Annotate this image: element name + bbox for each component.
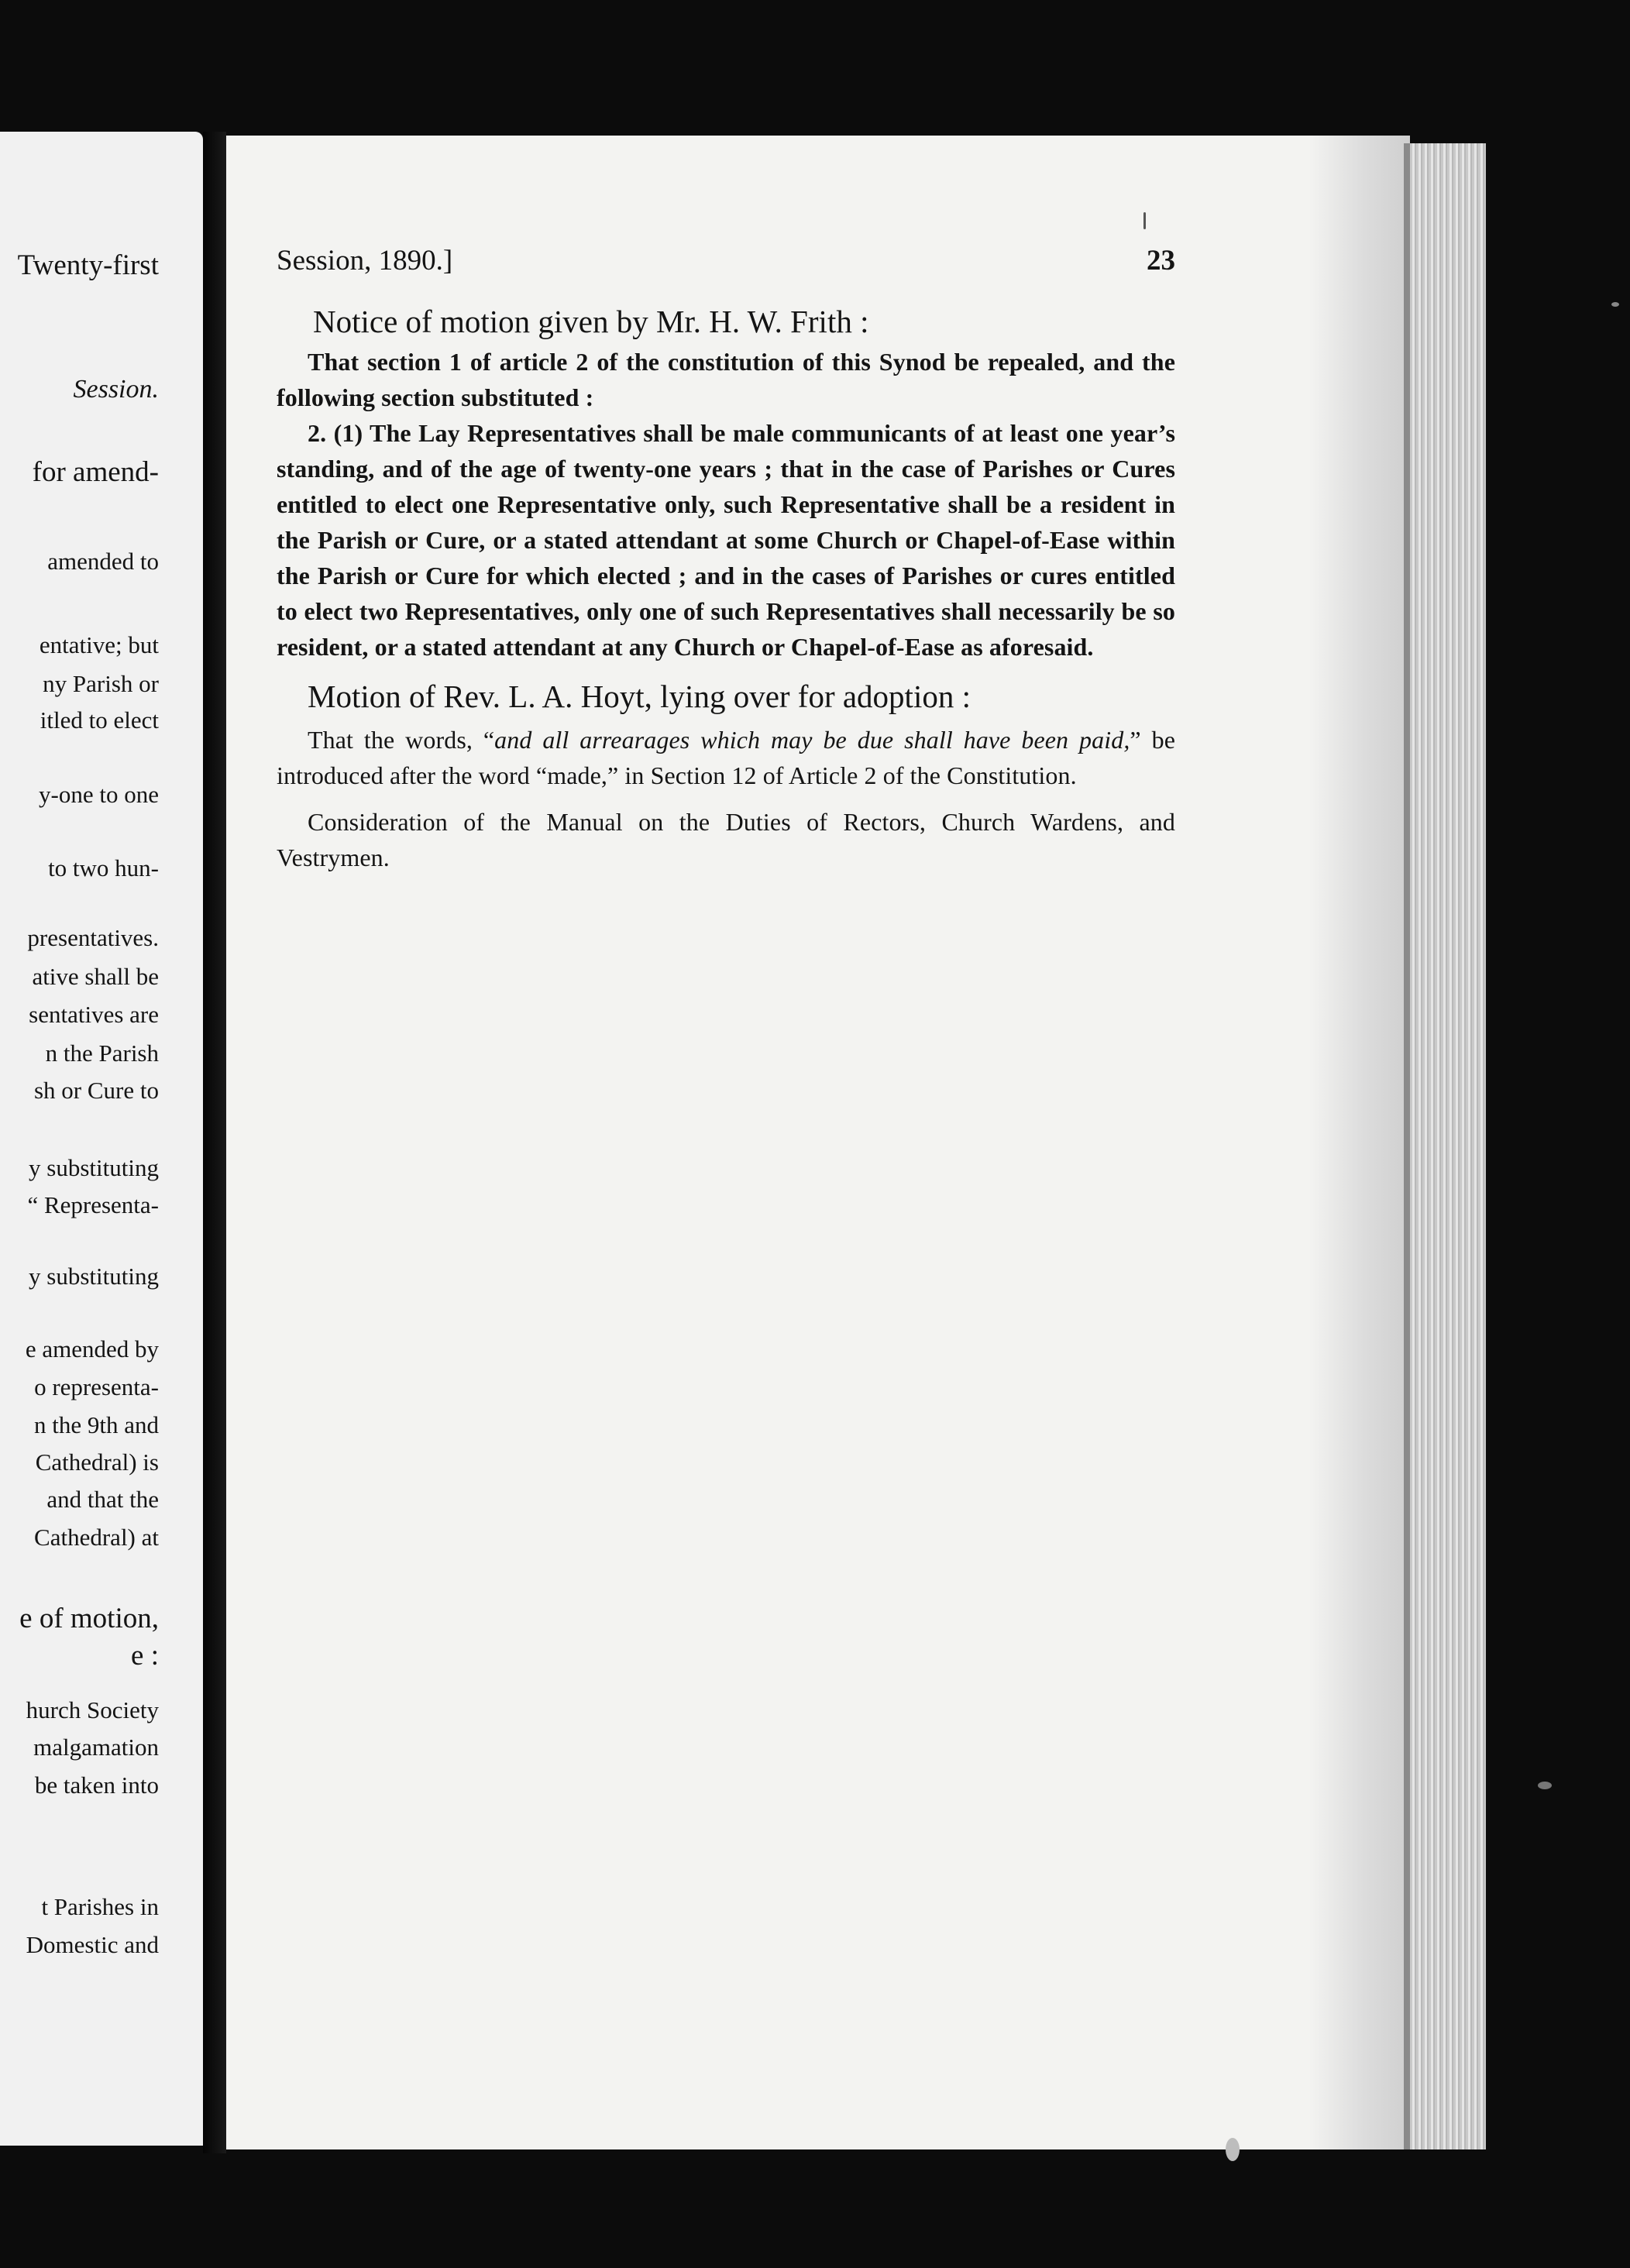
facing-page-line: o representa- xyxy=(34,1373,159,1400)
facing-page-line: n the Parish xyxy=(45,1040,159,1067)
facing-page-line: sh or Cure to xyxy=(33,1077,159,1104)
facing-page-line: hurch Society xyxy=(26,1696,159,1723)
facing-page-line: y substituting xyxy=(29,1263,159,1290)
paragraph-section-repeal: That section 1 of article 2 of the constitution of this Synod be repealed, and the following section substituted : xyxy=(277,348,1175,411)
facing-page-line: and that the xyxy=(46,1486,159,1513)
facing-page-line: entative; but xyxy=(39,631,159,658)
facing-page-line: Session. xyxy=(73,375,159,404)
facing-page-line: presentatives. xyxy=(27,924,159,951)
arrearages-text-start: That the words, “ xyxy=(308,726,495,754)
facing-page-line: ative shall be xyxy=(32,963,159,990)
paragraph-manual-consideration: Consideration of the Manual on the Duties of Rectors, Church Wardens, and Vestrymen. xyxy=(277,808,1175,871)
facing-page-line: e amended by xyxy=(25,1335,159,1363)
facing-page-line: amended to xyxy=(47,548,159,575)
running-head: Session, 1890.] xyxy=(277,245,453,277)
facing-page-line: to two hun- xyxy=(48,854,159,881)
facing-page-line: Twenty-first xyxy=(17,249,159,281)
heading-notice-of-motion: Notice of motion given by Mr. H. W. Frith : xyxy=(313,304,869,339)
facing-page-line: y substituting xyxy=(29,1154,159,1181)
facing-page xyxy=(0,132,203,2146)
facing-page-line: e : xyxy=(131,1640,159,1672)
facing-page-line: t Parishes in xyxy=(41,1893,159,1920)
facing-page-line: itled to elect xyxy=(40,706,159,734)
facing-page-line: Cathedral) at xyxy=(34,1524,159,1551)
facing-page-line: n the 9th and xyxy=(34,1411,159,1438)
page-number: 23 xyxy=(1147,245,1175,277)
book-page-edges xyxy=(1410,143,1486,2149)
facing-page-line: Domestic and xyxy=(26,1931,159,1958)
facing-page-line: Cathedral) is xyxy=(35,1448,159,1476)
facing-page-line: ny Parish or xyxy=(43,670,159,697)
facing-page-line: be taken into xyxy=(34,1771,159,1799)
page-header xyxy=(277,244,1175,277)
book-gutter xyxy=(203,132,226,2153)
page-edge-line xyxy=(1404,143,1410,2149)
facing-page-line: malgamation xyxy=(33,1734,159,1761)
facing-page-line: y-one to one xyxy=(39,781,159,808)
facing-page-line: for amend- xyxy=(32,456,159,488)
facing-page-line: “ Representa- xyxy=(27,1191,159,1218)
page-content xyxy=(277,244,1175,875)
facing-page-line: e of motion, xyxy=(19,1603,159,1634)
heading-motion-hoyt: Motion of Rev. L. A. Hoyt, lying over for adoption : xyxy=(308,679,971,714)
arrearages-text-end: ” be introduced after the word “made,” in Section 12 of Article 2 of the Constitution. xyxy=(277,726,1175,789)
paragraph-arrearages xyxy=(277,722,1175,793)
paragraph-lay-representatives: 2. (1) The Lay Representatives shall be male communicants of at least one year’s standing, and of the age of twenty-one years ; that in the case of Parishes or Cures entitled to elect one Representative only, such Representative shall be a resident in the Parish or Cure, or a stated attendant at some Church or Chapel-of-Ease within the Parish or Cure for which elected ; and in the cases of Parishes or cures entitled to elect two Representatives, only one of such Representatives shall necessarily be so resident, or a stated attendant at any Church or Chapel-of-Ease as aforesaid. xyxy=(277,419,1175,661)
page-shadow xyxy=(1309,136,1410,2149)
facing-page-line: sentatives are xyxy=(29,1001,159,1028)
arrearages-quote: and all arrearages which may be due shall have been paid, xyxy=(494,726,1130,754)
